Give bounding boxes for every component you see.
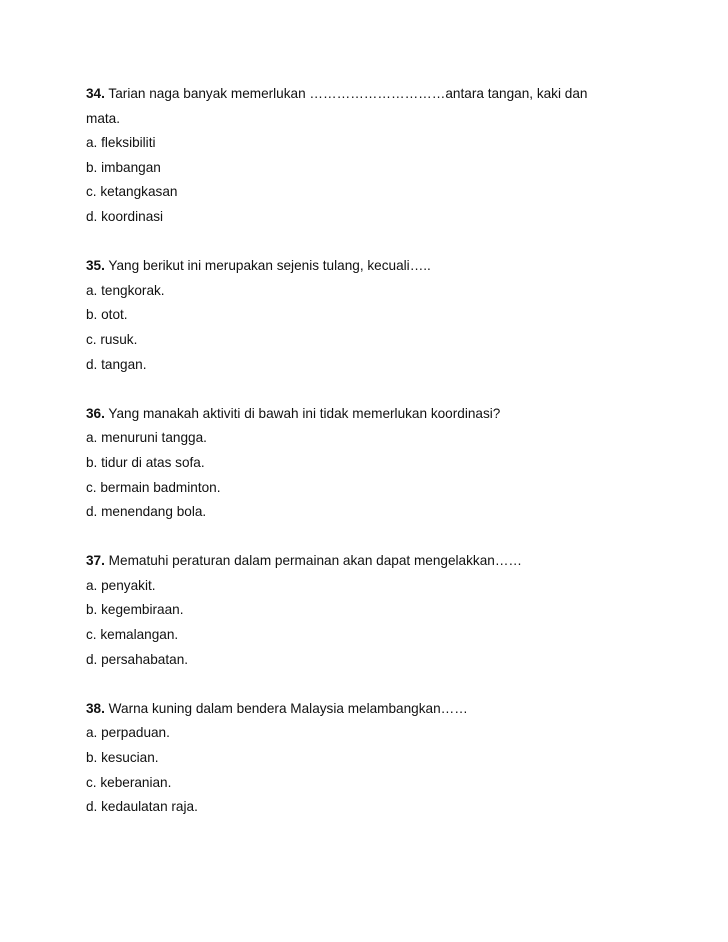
option-c: c. bermain badminton.: [86, 479, 221, 495]
option-a: a. fleksibiliti: [86, 135, 156, 151]
question-text: Mematuhi peraturan dalam permainan akan dapat mengelakkan……: [104, 553, 523, 569]
question-stem: [86, 697, 646, 722]
option-a: a. perpaduan.: [86, 725, 170, 741]
question-text-continuation: mata.: [86, 110, 120, 126]
question-number: 35.: [86, 258, 105, 274]
option-a: a. tengkorak.: [86, 282, 165, 298]
option-d: d. tangan.: [86, 356, 147, 372]
option-a: a. penyakit.: [86, 577, 156, 593]
question-number: 36.: [86, 405, 105, 421]
question-number: 34.: [86, 86, 105, 101]
option-d: d. kedaulatan raja.: [86, 799, 198, 815]
question-stem: [86, 82, 646, 107]
question-number: 38.: [86, 700, 105, 716]
option-c: c. kemalangan.: [86, 627, 179, 643]
question-37: [86, 549, 646, 672]
option-c: c. keberanian.: [86, 774, 172, 790]
question-34: [86, 82, 646, 230]
question-text: Warna kuning dalam bendera Malaysia melambangkan……: [104, 700, 468, 716]
question-stem: [86, 549, 646, 574]
question-number: 37.: [86, 553, 105, 569]
question-stem: [86, 254, 646, 279]
option-b: b. kegembiraan.: [86, 602, 184, 618]
option-b: b. tidur di atas sofa.: [86, 454, 205, 470]
question-35: [86, 254, 646, 377]
option-b: b. imbangan: [86, 159, 161, 175]
question-text: Yang manakah aktiviti di bawah ini tidak memerlukan koordinasi?: [104, 405, 501, 421]
option-b: b. kesucian.: [86, 750, 159, 766]
question-36: [86, 402, 646, 525]
option-c: c. ketangkasan: [86, 184, 178, 200]
question-stem: [86, 402, 646, 427]
option-a: a. menuruni tangga.: [86, 430, 207, 446]
question-38: [86, 697, 646, 820]
question-text: Tarian naga banyak memerlukan …………………………antara tangan, kaki dan: [104, 86, 588, 101]
question-text: Yang berikut ini merupakan sejenis tulang, kecuali…..: [104, 258, 431, 274]
option-c: c. rusuk.: [86, 331, 138, 347]
option-d: d. persahabatan.: [86, 651, 189, 667]
option-d: d. menendang bola.: [86, 504, 207, 520]
option-b: b. otot.: [86, 307, 128, 323]
question-list: [86, 82, 646, 820]
option-d: d. koordinasi: [86, 208, 164, 224]
